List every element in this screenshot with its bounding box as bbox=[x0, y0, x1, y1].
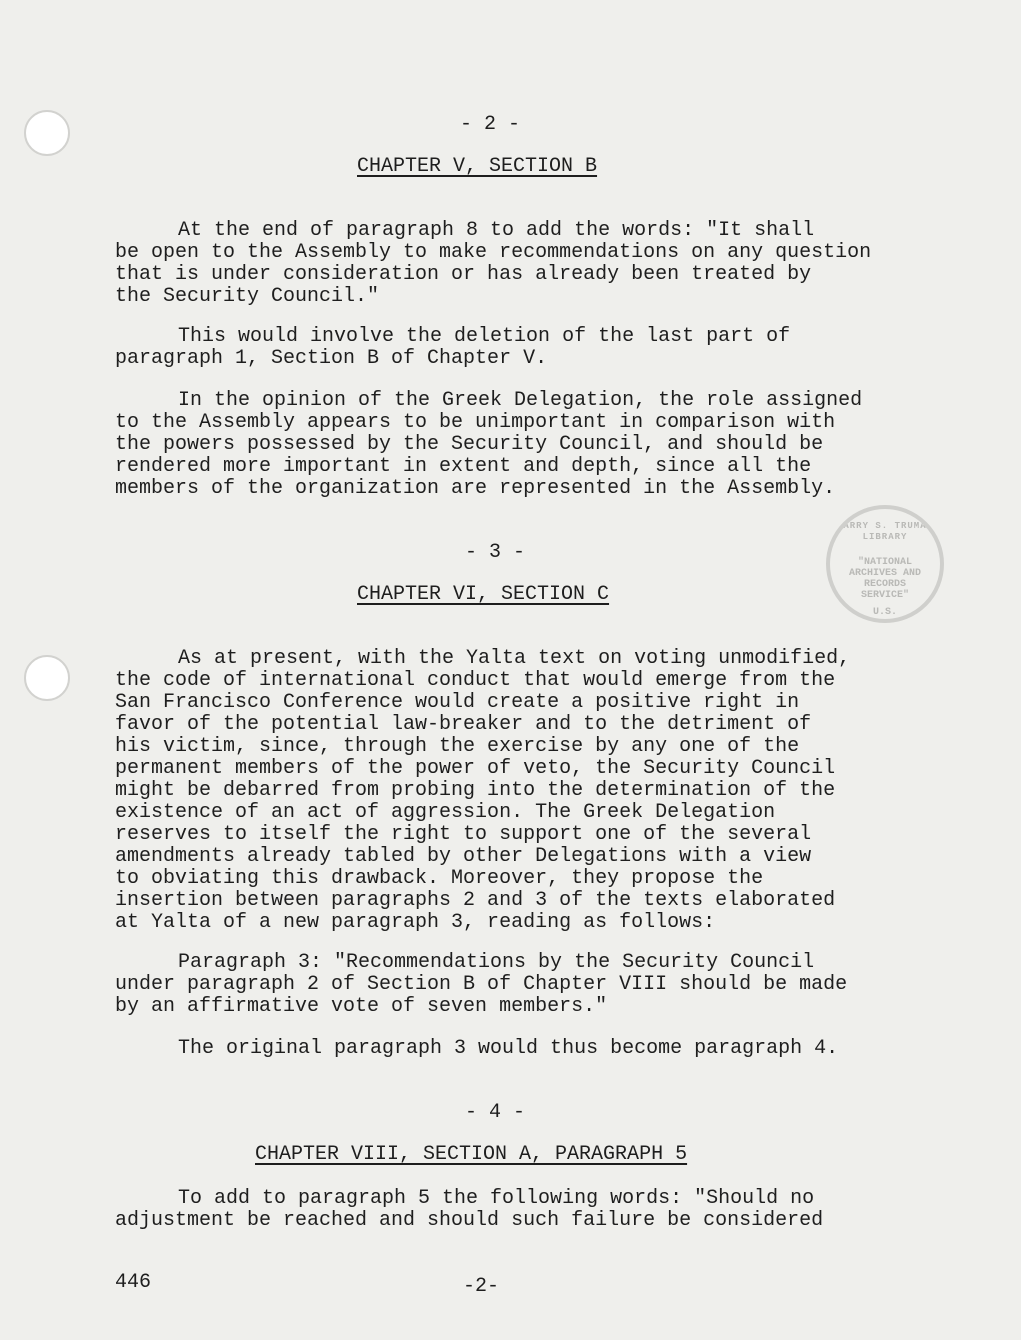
text-line: be open to the Assembly to make recommendations on any question bbox=[115, 241, 872, 264]
stamp-core-line: "NATIONAL bbox=[857, 557, 912, 568]
section-heading: CHAPTER V, SECTION B bbox=[357, 155, 598, 178]
text-line: the Security Council." bbox=[115, 285, 380, 308]
text-line: reserves to itself the right to support one of the several bbox=[115, 823, 812, 846]
archive-stamp bbox=[826, 505, 944, 623]
text-line: to obviating this drawback. Moreover, they propose the bbox=[115, 867, 764, 890]
footer-document-number: 446 bbox=[115, 1271, 152, 1294]
section-heading: CHAPTER VIII, SECTION A, PARAGRAPH 5 bbox=[255, 1143, 688, 1166]
text-line: his victim, since, through the exercise by any one of the bbox=[115, 735, 800, 758]
text-line: at Yalta of a new paragraph 3, reading as follows: bbox=[115, 911, 716, 934]
text-line: As at present, with the Yalta text on voting unmodified, bbox=[178, 647, 851, 670]
text-line: existence of an act of aggression. The Greek Delegation bbox=[115, 801, 776, 824]
page-number-top: - 2 - bbox=[460, 113, 521, 136]
footer-page-number: -2- bbox=[463, 1275, 500, 1298]
section-number: - 4 - bbox=[465, 1101, 526, 1124]
text-line: To add to paragraph 5 the following words: "Should no bbox=[178, 1187, 815, 1210]
text-line: This would involve the deletion of the last part of bbox=[178, 325, 791, 348]
stamp-ring-text: HARRY S. TRUMAN LIBRARY bbox=[836, 521, 933, 542]
text-line: At the end of paragraph 8 to add the words: "It shall bbox=[178, 219, 815, 242]
text-line: Paragraph 3: "Recommendations by the Security Council bbox=[178, 951, 815, 974]
text-line: under paragraph 2 of Section B of Chapter VIII should be made bbox=[115, 973, 848, 996]
section-number: - 3 - bbox=[465, 541, 526, 564]
section-heading: CHAPTER VI, SECTION C bbox=[357, 583, 610, 606]
stamp-core-line: SERVICE" bbox=[860, 590, 909, 601]
text-line: members of the organization are represented in the Assembly. bbox=[115, 477, 836, 500]
text-line: to the Assembly appears to be unimportant in comparison with bbox=[115, 411, 836, 434]
text-line: rendered more important in extent and depth, since all the bbox=[115, 455, 812, 478]
text-line: by an affirmative vote of seven members." bbox=[115, 995, 608, 1018]
stamp-core-line: RECORDS bbox=[863, 579, 906, 590]
text-line: might be debarred from probing into the determination of the bbox=[115, 779, 836, 802]
text-line: that is under consideration or has already been treated by bbox=[115, 263, 812, 286]
punch-hole-top bbox=[24, 110, 70, 156]
punch-hole-middle bbox=[24, 655, 70, 701]
section-3-para-3: The original paragraph 3 would thus become paragraph 4. bbox=[178, 1037, 839, 1060]
text-line: permanent members of the power of veto, the Security Council bbox=[115, 757, 836, 780]
text-line: San Francisco Conference would create a positive right in bbox=[115, 691, 800, 714]
text-line: In the opinion of the Greek Delegation, the role assigned bbox=[178, 389, 863, 412]
text-line: adjustment be reached and should such failure be considered bbox=[115, 1209, 824, 1232]
stamp-core-line: ARCHIVES AND bbox=[848, 568, 921, 579]
text-line: paragraph 1, Section B of Chapter V. bbox=[115, 347, 548, 370]
text-line: the powers possessed by the Security Council, and should be bbox=[115, 433, 824, 456]
stamp-bottom-text: U.S. bbox=[872, 607, 897, 618]
text-line: the code of international conduct that would emerge from the bbox=[115, 669, 836, 692]
text-line: favor of the potential law-breaker and to the detriment of bbox=[115, 713, 812, 736]
text-line: amendments already tabled by other Delegations with a view bbox=[115, 845, 812, 868]
text-line: insertion between paragraphs 2 and 3 of the texts elaborated bbox=[115, 889, 836, 912]
